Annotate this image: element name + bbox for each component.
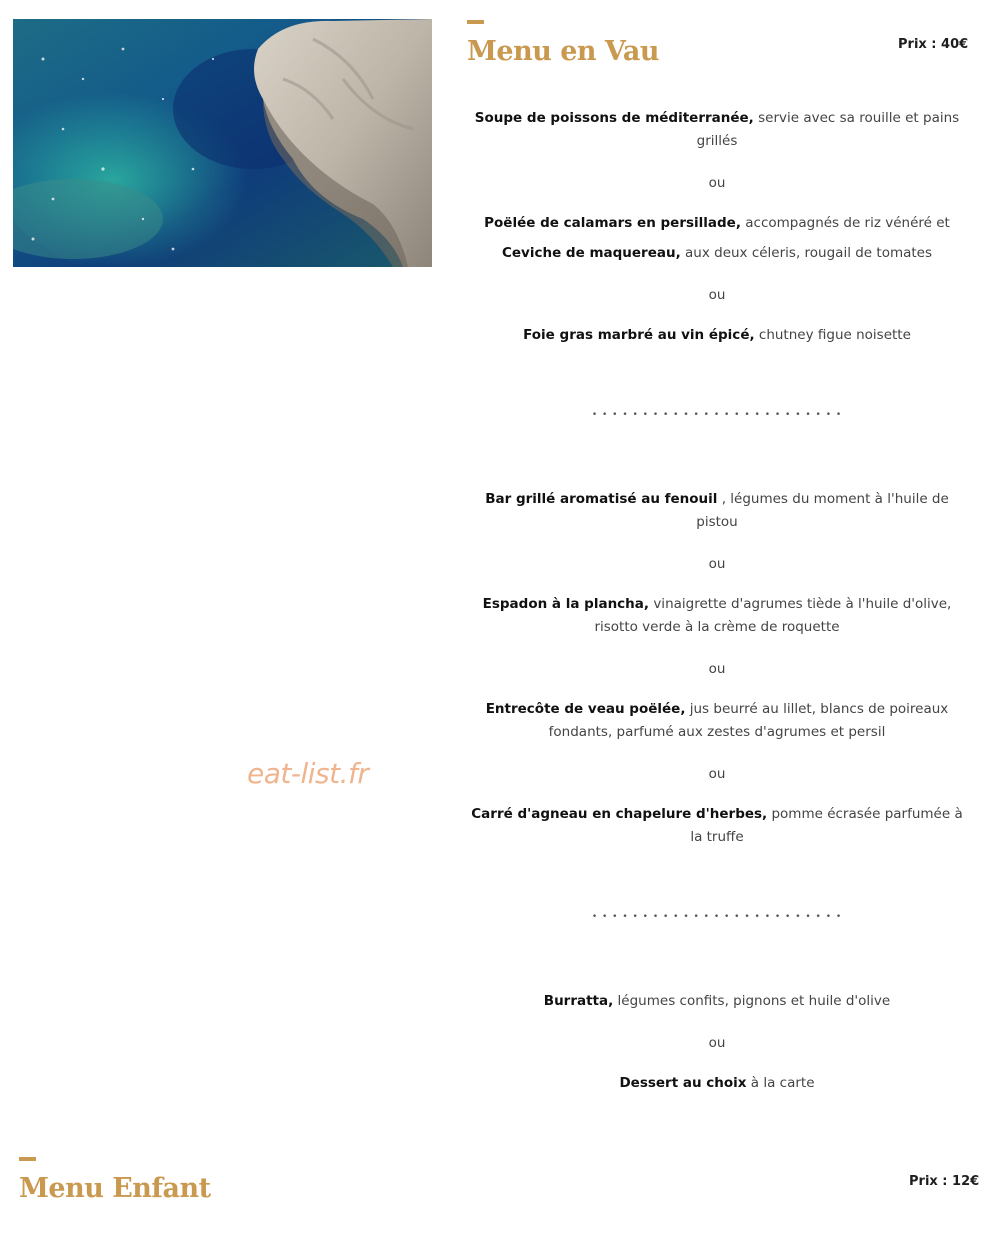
- watermark: eat-list.fr: [247, 757, 369, 790]
- or-separator: ou: [708, 287, 726, 303]
- menu-vau-title: Menu en Vau: [467, 36, 660, 67]
- menu-item: Carré d'agneau en chapelure d'herbes, pomme écrasée parfumée à la truffe: [471, 806, 963, 845]
- menu-vau-price: Prix : 40€: [898, 37, 969, 52]
- dotted-separator: • • • • • • • • • • • • • • • • • • • • • • • • •: [591, 912, 843, 922]
- menu-item: Poëlée de calamars en persillade, accompagnés de riz vénéré et: [484, 215, 950, 231]
- sea-rocks-photo: [13, 19, 432, 267]
- dotted-separator: • • • • • • • • • • • • • • • • • • • • • • • • •: [591, 410, 843, 420]
- menu-item: Ceviche de maquereau, aux deux céleris, rougail de tomates: [501, 245, 933, 261]
- menu-enfant-title: Menu Enfant: [19, 1173, 211, 1204]
- menu-item: Foie gras marbré au vin épicé, chutney figue noisette: [523, 327, 911, 343]
- or-separator: ou: [708, 766, 726, 782]
- title-accent-bar: [19, 1157, 36, 1161]
- menu-item: Entrecôte de veau poëlée, jus beurré au lillet, blancs de poireaux fondants, parfumé aux zestes d'agrumes et persil: [485, 701, 949, 740]
- title-accent-bar: [467, 20, 484, 24]
- or-separator: ou: [708, 1035, 726, 1051]
- menu-item: Bar grillé aromatisé au fenouil , légumes du moment à l'huile de pistou: [485, 491, 949, 530]
- menu-item: Espadon à la plancha, vinaigrette d'agrumes tiède à l'huile d'olive, risotto verde à la crème de roquette: [482, 596, 952, 635]
- menu-item: Soupe de poissons de méditerranée, servie avec sa rouille et pains grillés: [474, 110, 960, 149]
- or-separator: ou: [708, 556, 726, 572]
- menu-item: Dessert au choix à la carte: [619, 1075, 815, 1091]
- or-separator: ou: [708, 175, 726, 191]
- or-separator: ou: [708, 661, 726, 677]
- menu-item: Burratta, légumes confits, pignons et huile d'olive: [543, 993, 891, 1009]
- menu-enfant-price: Prix : 12€: [909, 1174, 980, 1189]
